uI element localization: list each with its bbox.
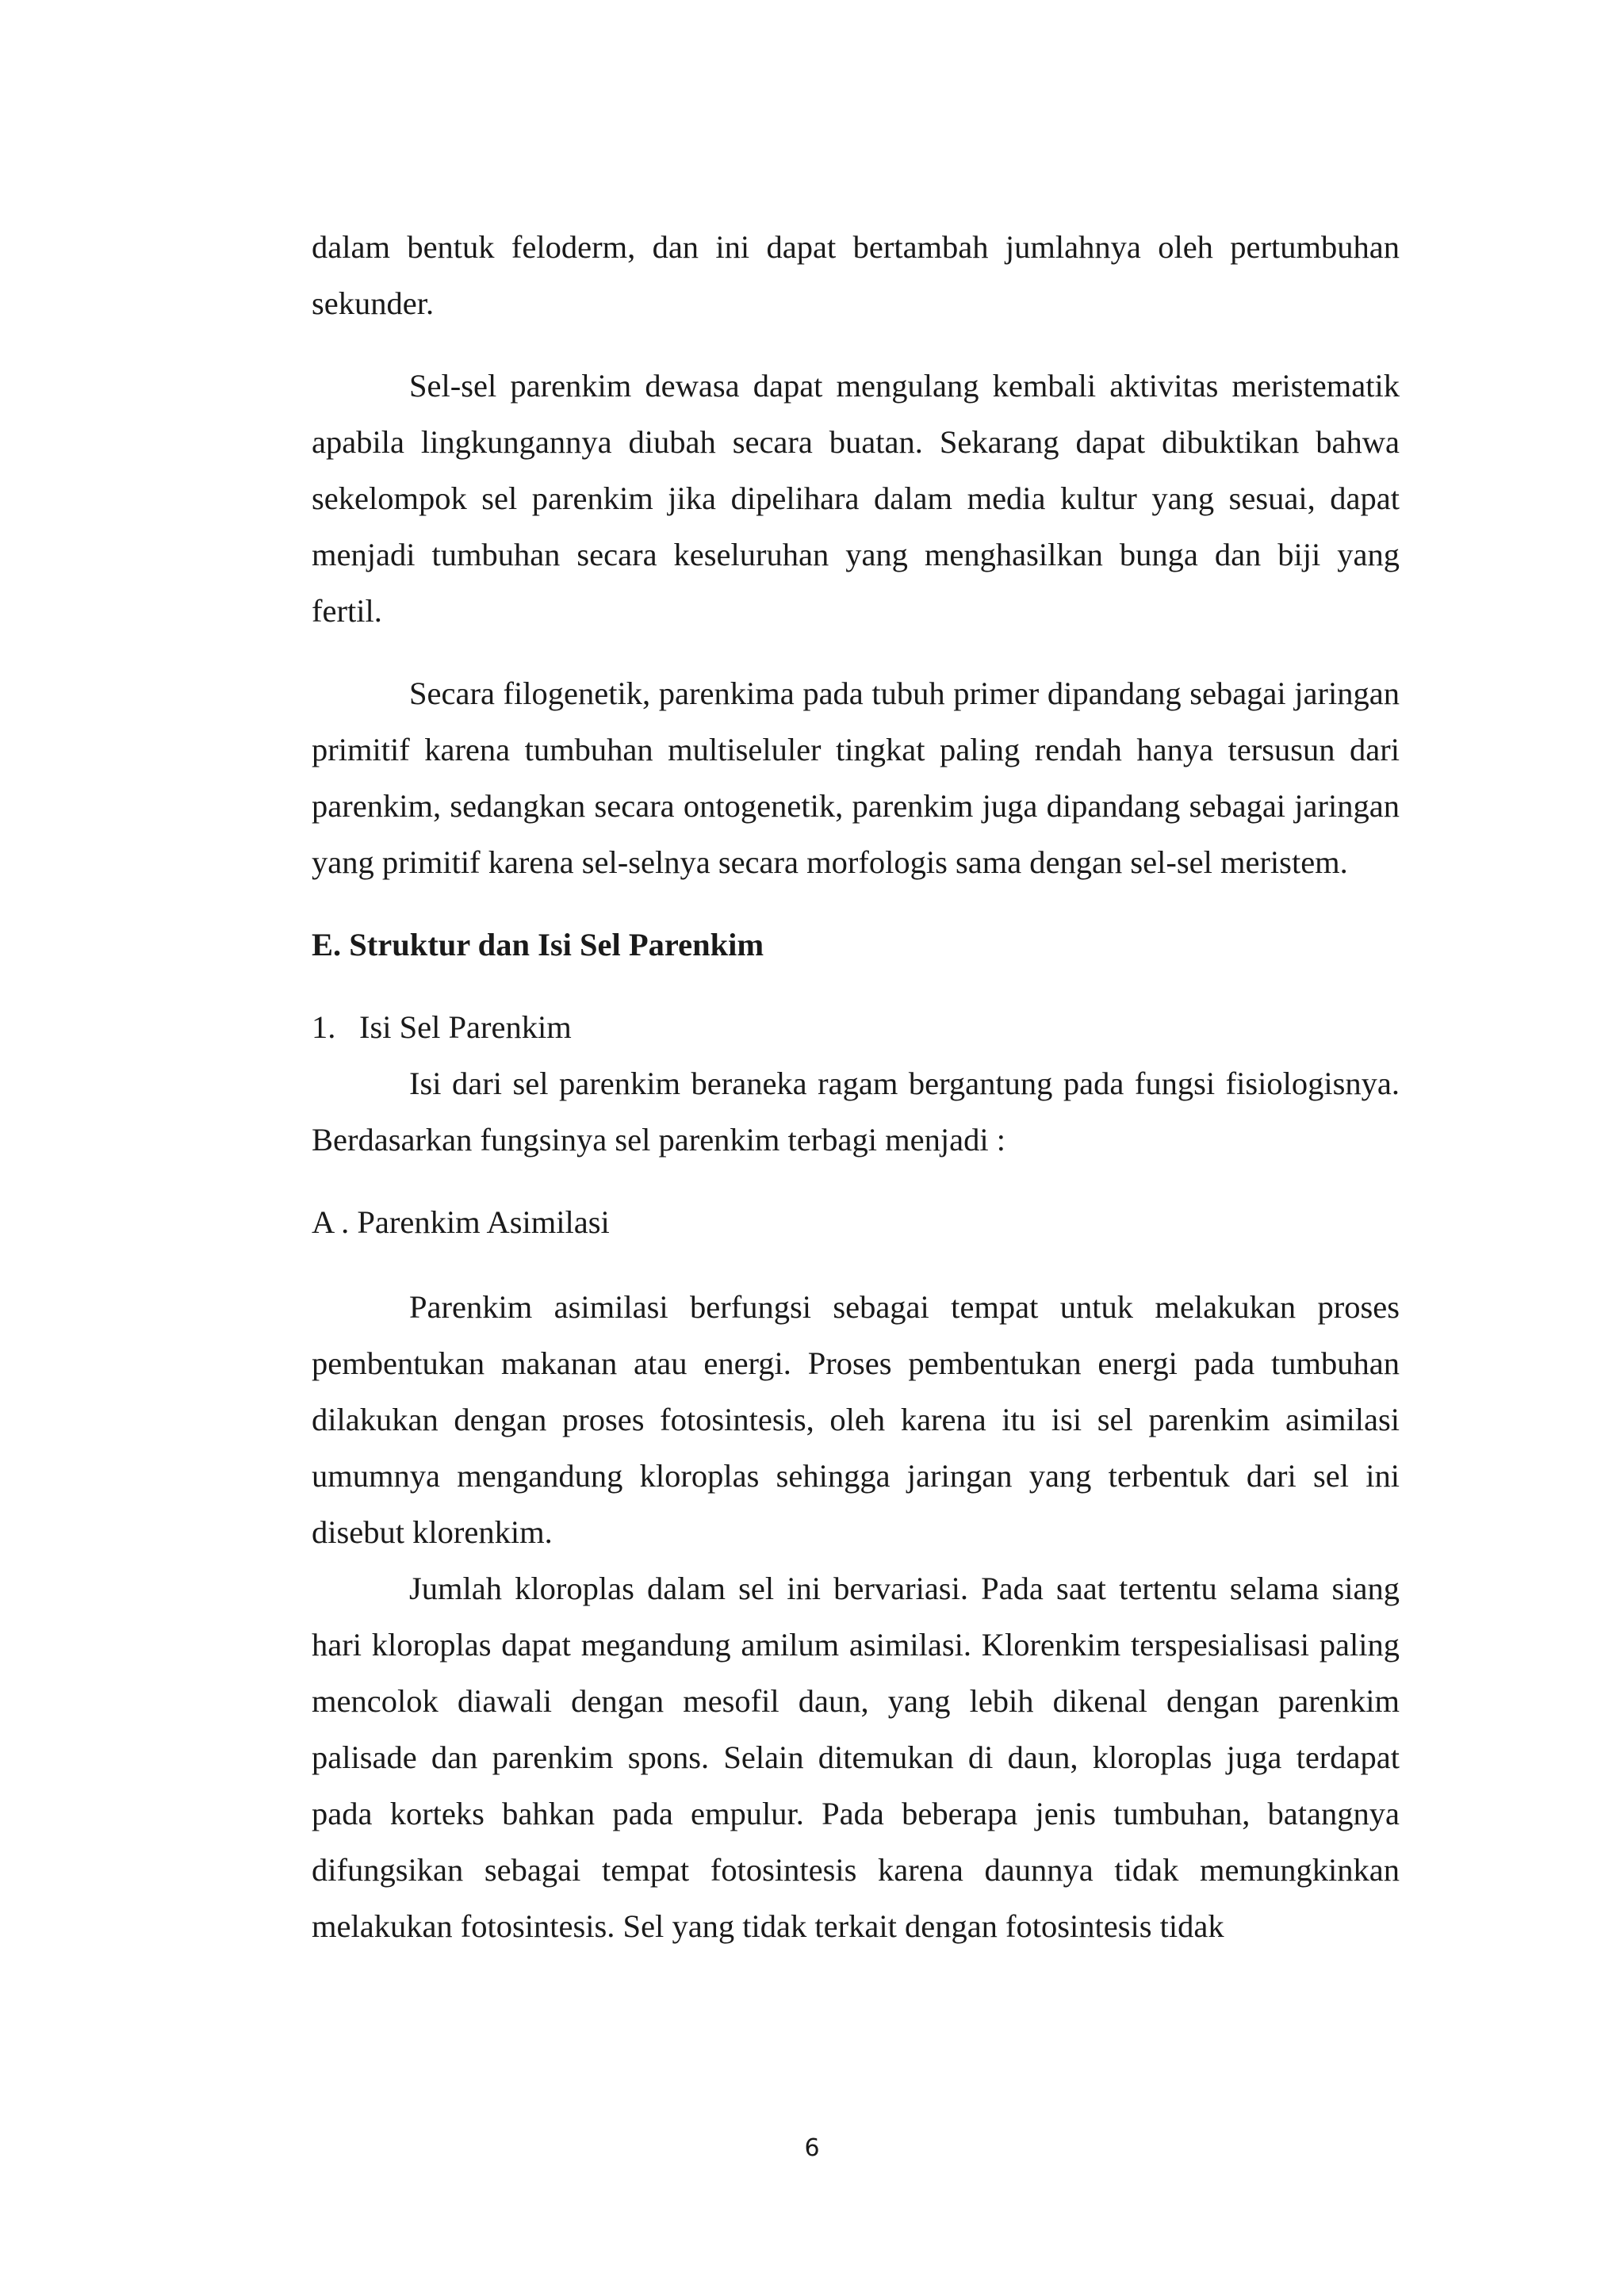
page-number: 6 xyxy=(804,2134,820,2162)
paragraph-feloderm: dalam bentuk feloderm, dan ini dapat bertambah jumlahnya oleh pertumbuhan sekunder. xyxy=(312,229,1400,321)
paragraph-chloroplast: Jumlah kloroplas dalam sel ini bervariasi. Pada saat tertentu selama siang hari kloroplas dapat megandung amilum asimilasi. Klorenkim terspesialisasi paling mencolok diawali dengan mesofil daun, yang lebih dikenal dengan parenkim palisade dan parenkim spons. Selain ditemukan di daun, kloroplas juga terdapat pada korteks bahkan pada empulur. Pada beberapa jenis tumbuhan, batangnya difungsikan sebagai tempat fotosintesis karena daunnya tidak memungkinkan melakukan fotosintesis. Sel yang tidak terkait dengan fotosintesis tidak xyxy=(312,1571,1400,1944)
page-body xyxy=(312,219,1400,1954)
paragraph-assimilation: Parenkim asimilasi berfungsi sebagai tempat untuk melakukan proses pembentukan makanan atau energi. Proses pembentukan energi pada tumbuhan dilakukan dengan proses fotosintesis, oleh karena itu isi sel parenkim asimilasi umumnya mengandung kloroplas sehingga jaringan yang terbentuk dari sel ini disebut klorenkim. xyxy=(312,1289,1400,1550)
section-heading: E. Struktur dan Isi Sel Parenkim xyxy=(312,927,764,962)
list-item-number: 1. xyxy=(312,1009,336,1045)
paragraph-phylogenetic: Secara filogenetik, parenkima pada tubuh primer dipandang sebagai jaringan primitif karena tumbuhan multiseluler tingkat paling rendah hanya tersusun dari parenkim, sedangkan secara ontogenetik, parenkim juga dipandang sebagai jaringan yang primitif karena sel-selnya secara morfologis sama dengan sel-sel meristem. xyxy=(312,675,1400,880)
subheading-assimilation: A . Parenkim Asimilasi xyxy=(312,1204,610,1240)
list-item xyxy=(312,999,1400,1055)
paragraph-cell-contents: Isi dari sel parenkim beraneka ragam bergantung pada fungsi fisiologisnya. Berdasarkan fungsinya sel parenkim terbagi menjadi : xyxy=(312,1066,1400,1158)
paragraph-meristematic: Sel-sel parenkim dewasa dapat mengulang kembali aktivitas meristematik apabila lingkungannya diubah secara buatan. Sekarang dapat dibuktikan bahwa sekelompok sel parenkim jika dipelihara dalam media kultur yang sesuai, dapat menjadi tumbuhan secara keseluruhan yang menghasilkan bunga dan biji yang fertil. xyxy=(312,368,1400,629)
list-item-label: Isi Sel Parenkim xyxy=(359,1009,572,1045)
